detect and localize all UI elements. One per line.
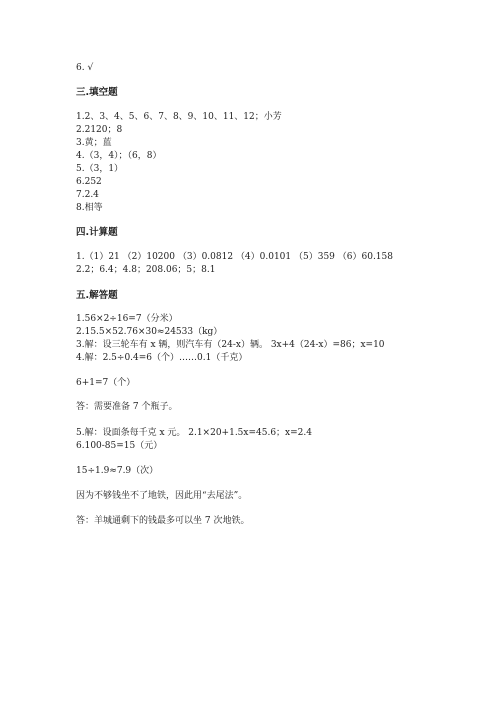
- answer-line: 2.15.5×52.76×30≈24533（kg）: [76, 327, 223, 337]
- answer-line: 1.（1）21 （2）10200 （3）0.0812 （4）0.0101 （5）359 （6）60.158: [76, 252, 393, 262]
- answer-line: 3.黄；蓝: [76, 138, 112, 148]
- answer-line: 4.（3，4）；（6，8）: [76, 151, 162, 161]
- answer-line: 2.2；6.4；4.8；208.06；5；8.1: [76, 265, 216, 275]
- answer-line: 答：需要准备 7 个瓶子。: [76, 402, 178, 412]
- answer-line: 5.解：设面条每千克 x 元。 2.1×20+1.5x=45.6；x=2.4: [76, 428, 312, 438]
- answer-line: 3.解：设三轮车有 x 辆，则汽车有（24-x）辆。 3x+4（24-x）=86；x=10: [76, 340, 385, 350]
- answer-line: 1.2、3、4、5、6、7、8、9、10、11、12；小芳: [76, 112, 282, 122]
- answer-line: 6.252: [76, 177, 102, 187]
- answer-line: 5.（3，1）: [76, 164, 124, 174]
- answer-line: 15÷1.9≈7.9（次）: [76, 466, 159, 476]
- answer-line: 6+1=7（个）: [76, 378, 136, 388]
- section-heading-word-problems: 五.解答题: [76, 290, 118, 301]
- answer-line: 8.相等: [76, 203, 103, 213]
- answer-line: 答：羊城通剩下的钱最多可以坐 7 次地铁。: [76, 516, 250, 526]
- answer-line: 4.解：2.5÷0.4=6（个）……0.1（千克）: [76, 353, 248, 363]
- answer-line: 6.100-85=15（元）: [76, 441, 163, 451]
- section-heading-fill-in: 三.填空题: [76, 87, 118, 98]
- answer-line: 1.56×2÷16=7（分米）: [76, 314, 178, 324]
- answer-line: 6. √: [76, 63, 94, 73]
- answer-line: 2.2120；8: [76, 125, 123, 135]
- answer-line: 7.2.4: [76, 190, 99, 200]
- answer-line: 因为不够钱坐不了地铁，因此用“去尾法”。: [76, 491, 248, 501]
- section-heading-calculation: 四.计算题: [76, 227, 118, 238]
